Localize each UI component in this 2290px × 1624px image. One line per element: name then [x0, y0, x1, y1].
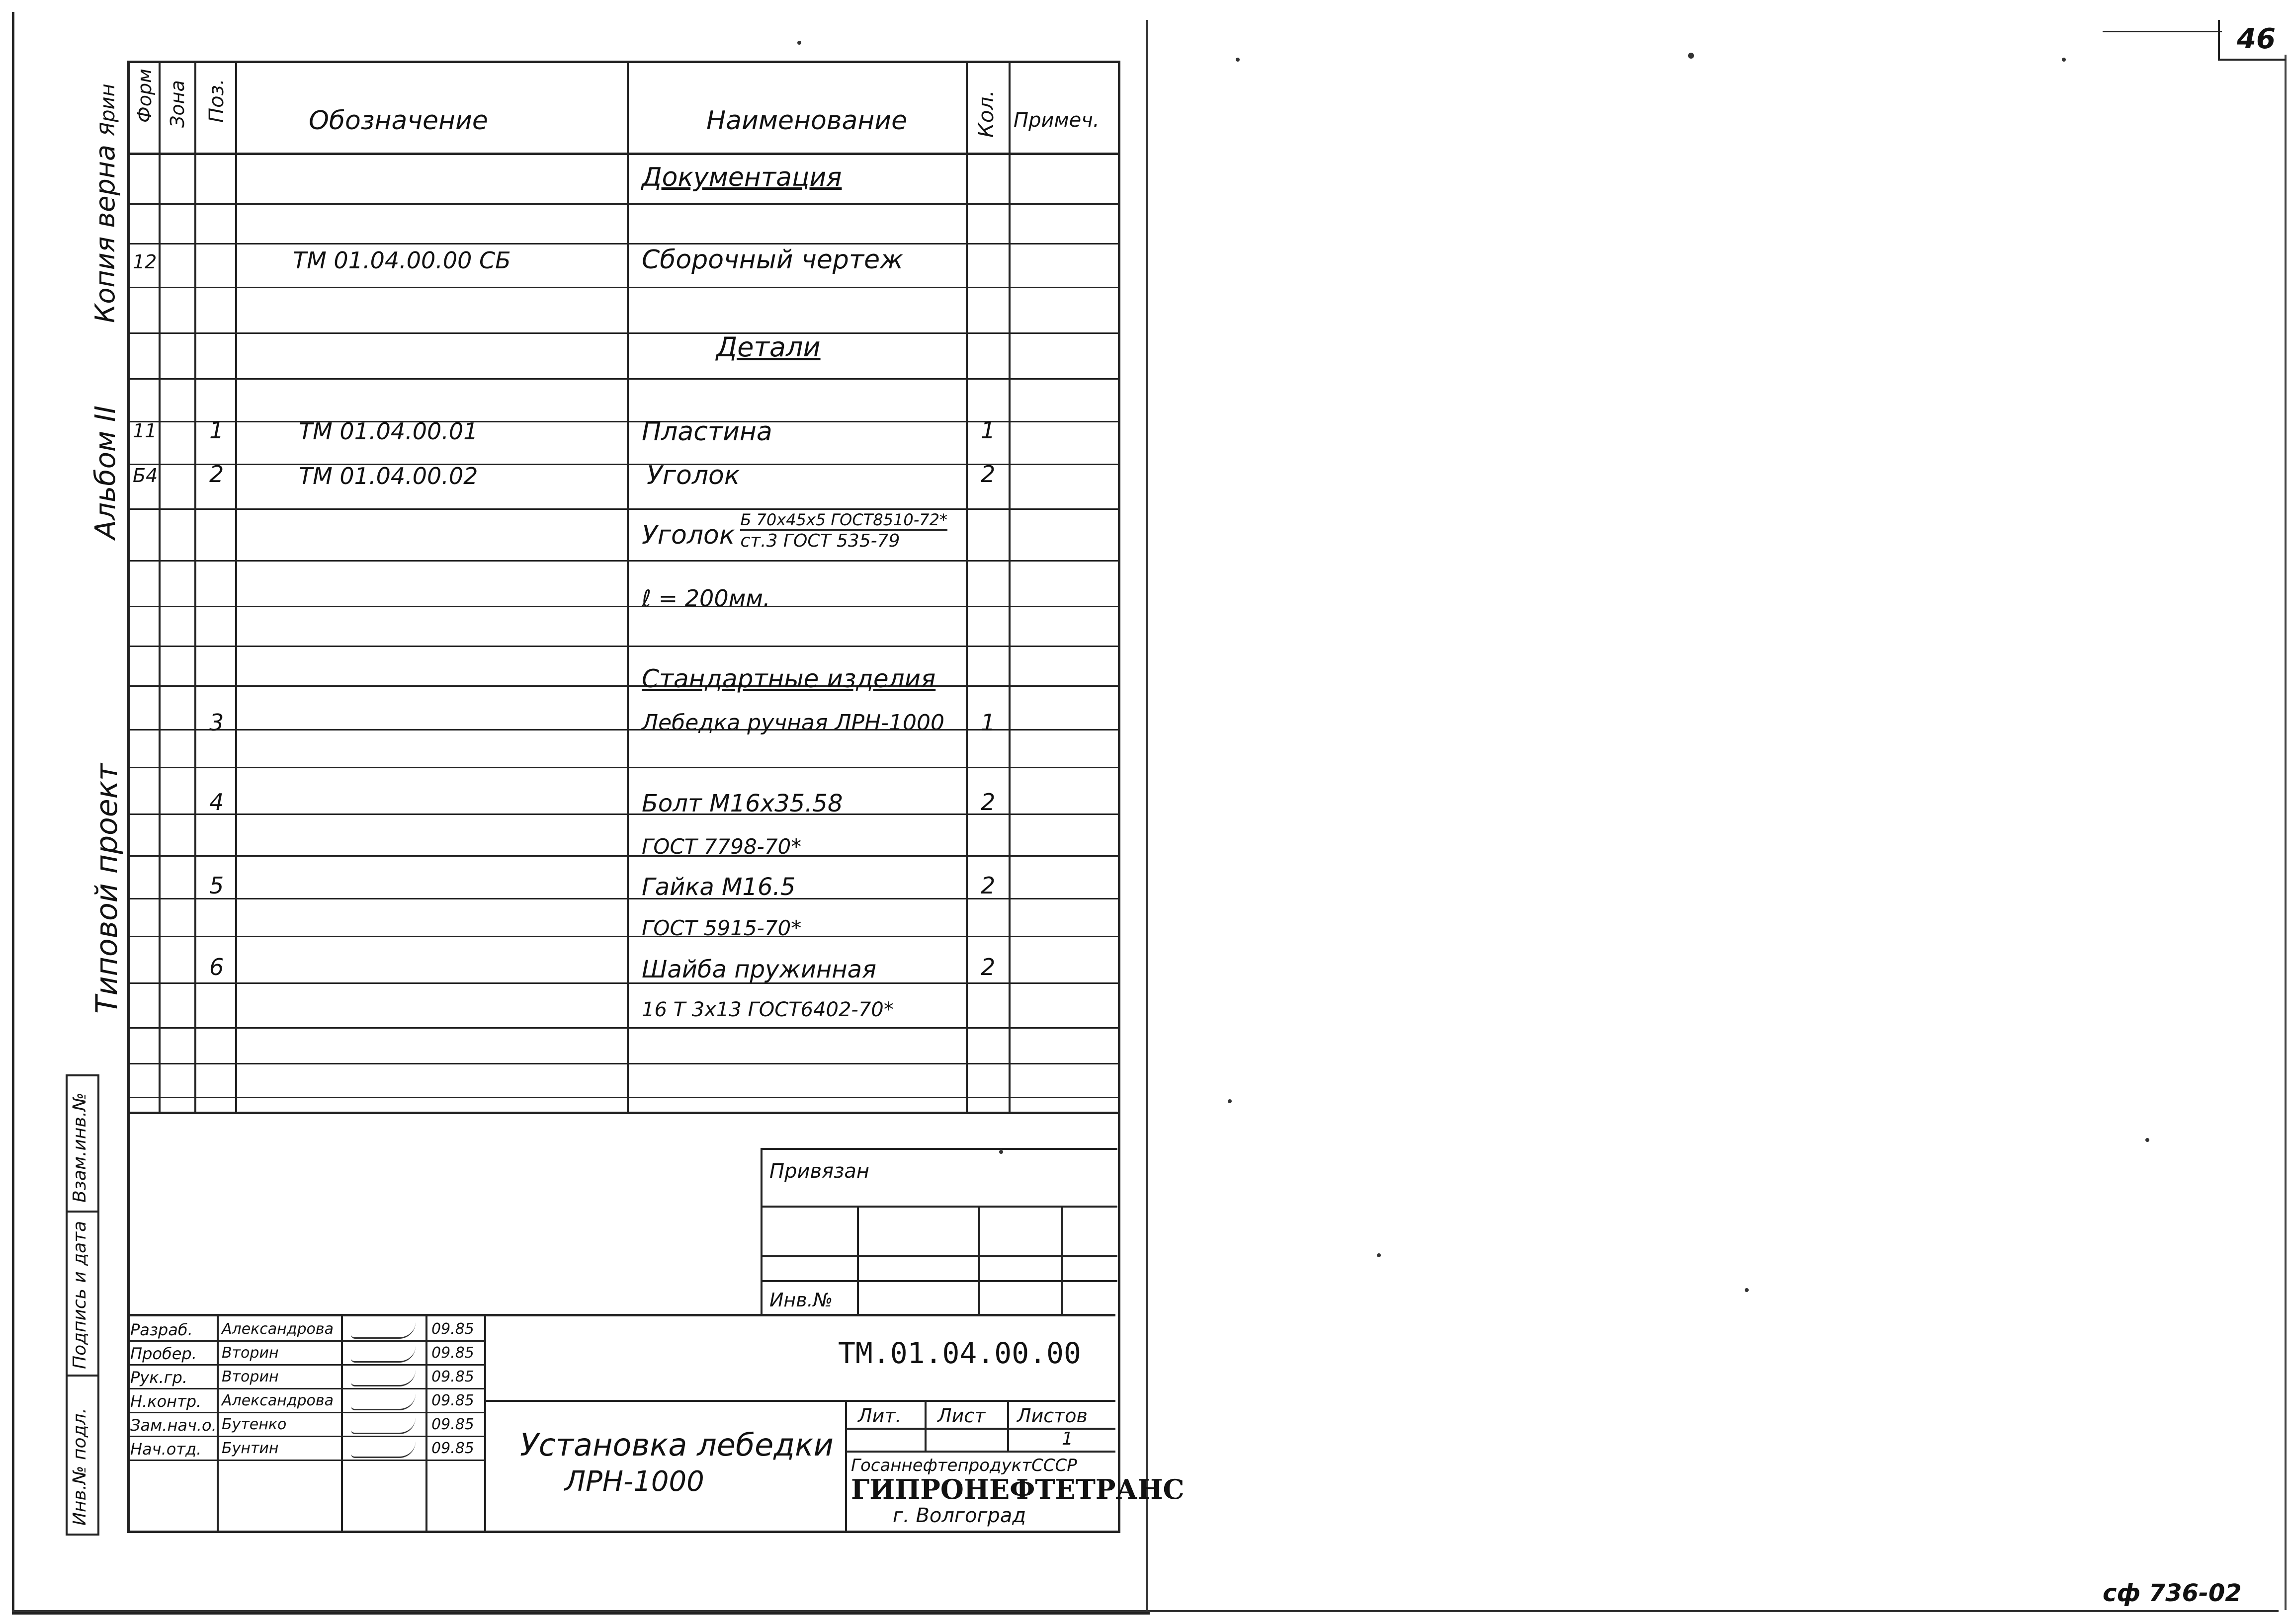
row-format: Б4	[133, 465, 158, 487]
row-separator	[130, 203, 1118, 205]
signatory-date: 09.85	[431, 1392, 474, 1409]
signatory-role: Разраб.	[130, 1320, 193, 1339]
row-separator	[130, 898, 1118, 899]
row-pos: 6	[209, 954, 224, 980]
sheet-number-box	[2218, 20, 2286, 61]
copy-signature: Ярин	[96, 83, 119, 136]
header-zone: Зона	[167, 80, 188, 128]
org-city: г. Волгоград	[893, 1504, 1026, 1527]
angle-fraction-bottom: ст.3 ГОСТ 535-79	[740, 531, 900, 551]
row-separator	[130, 982, 1118, 984]
signatory-date: 09.85	[431, 1344, 474, 1362]
row-separator	[130, 332, 1118, 334]
signature-mark	[351, 1442, 416, 1458]
signatory-separator	[127, 1436, 484, 1437]
signatory-separator	[127, 1364, 484, 1366]
inv-podl-label: Инв.№ подл.	[70, 1408, 90, 1526]
signatory-date: 09.85	[431, 1416, 474, 1433]
scan-speck	[1377, 1253, 1381, 1257]
length-note: ℓ = 200мм.	[642, 585, 770, 612]
signatory-role: Зам.нач.о.	[130, 1416, 217, 1435]
signatory-separator	[127, 1340, 484, 1342]
row-name: ГОСТ 5915-70*	[642, 916, 802, 940]
signatory-role: Рук.гр.	[130, 1368, 188, 1387]
signature-mark	[351, 1322, 416, 1339]
row-designation: ТМ 01.04.00.00 СБ	[293, 247, 511, 274]
signature-mark	[351, 1418, 416, 1434]
binding-inv-label: Инв.№	[769, 1289, 833, 1311]
sheet-label: Лист	[937, 1405, 986, 1427]
signatory-date: 09.85	[431, 1368, 474, 1385]
signatory-name: Бутенко	[222, 1416, 287, 1433]
sheet-number-rule	[2103, 31, 2222, 32]
row-separator	[130, 560, 1118, 562]
row-qty: 2	[981, 789, 996, 815]
signature-mark	[351, 1394, 416, 1410]
row-separator	[130, 287, 1118, 288]
row-qty: 2	[981, 461, 996, 487]
row-format: 12	[133, 251, 157, 273]
signatory-name: Александрова	[222, 1320, 334, 1338]
row-name: Гайка М16.5	[642, 873, 796, 901]
title-line-2: ЛРН-1000	[565, 1465, 704, 1498]
header-name: Наименование	[706, 106, 908, 136]
specification-table	[127, 61, 1120, 1114]
stamp-code: сф 736-02	[2103, 1579, 2242, 1607]
row-separator	[130, 508, 1118, 510]
project-label: Типовой проект	[89, 763, 124, 1014]
binding-label: Привязан	[769, 1160, 870, 1183]
row-pos: 3	[209, 709, 224, 736]
scan-speck	[1688, 53, 1694, 59]
signatory-role: Н.контр.	[130, 1392, 202, 1411]
header-designation: Обозначение	[309, 106, 488, 136]
row-designation: ТМ 01.04.00.02	[299, 463, 478, 489]
row-qty: 1	[981, 709, 996, 736]
row-name: Пластина	[642, 417, 772, 447]
section-details: Детали	[716, 331, 821, 363]
row-qty: 1	[981, 417, 996, 444]
scan-speck	[2145, 1138, 2149, 1142]
sign-date-label: Подпись и дата	[70, 1220, 90, 1369]
row-name: Болт М16х35.58	[642, 790, 843, 817]
scan-speck	[1745, 1288, 1749, 1292]
signatory-separator	[127, 1460, 484, 1461]
row-separator	[130, 378, 1118, 380]
row-separator	[130, 464, 1118, 465]
signatory-role: Пробер.	[130, 1344, 197, 1363]
title-line-1: Установка лебедки	[520, 1427, 834, 1463]
row-separator	[130, 1097, 1118, 1098]
org-institute: ГИПРОНЕФТЕТРАНС	[851, 1473, 1185, 1505]
signatory-name: Вторин	[222, 1368, 279, 1385]
signatory-role: Нач.отд.	[130, 1440, 202, 1459]
row-pos: 1	[209, 417, 224, 444]
angle-profile: Уголок Б 70х45х5 ГОСТ8510-72* ст.3 ГОСТ 535-79	[642, 510, 947, 551]
right-border	[2285, 55, 2287, 1610]
signatory-name: Бунтин	[222, 1440, 279, 1457]
row-name: 16 Т 3х13 ГОСТ6402-70*	[642, 998, 894, 1021]
row-pos: 4	[209, 789, 224, 815]
signature-mark	[351, 1370, 416, 1386]
scan-speck	[2062, 58, 2066, 62]
signatory-name: Александрова	[222, 1392, 334, 1409]
row-separator	[130, 421, 1118, 422]
sheet-number: 46	[2237, 23, 2276, 55]
copy-note: Копия верна Ярин	[89, 83, 121, 323]
row-separator	[130, 1027, 1118, 1029]
bottom-border	[12, 1610, 2279, 1612]
row-separator	[130, 767, 1118, 768]
signature-mark	[351, 1346, 416, 1363]
scan-speck	[1228, 1099, 1232, 1103]
row-name: Лебедка ручная ЛРН-1000	[642, 710, 945, 735]
sheets-value: 1	[1062, 1429, 1073, 1449]
row-name: Уголок	[647, 461, 740, 490]
header-pos: Поз.	[205, 79, 228, 123]
scan-speck	[999, 1150, 1003, 1154]
binding-box	[761, 1148, 1117, 1316]
row-separator	[130, 936, 1118, 937]
row-separator	[130, 729, 1118, 731]
row-name: Шайба пружинная	[642, 956, 876, 983]
signatory-date: 09.85	[431, 1440, 474, 1457]
signatory-separator	[127, 1412, 484, 1413]
signatory-date: 09.85	[431, 1320, 474, 1338]
signatory-name: Вторин	[222, 1344, 279, 1362]
row-separator	[130, 606, 1118, 607]
row-pos: 2	[209, 461, 224, 487]
row-separator	[130, 243, 1118, 244]
lit-label: Лит.	[858, 1405, 902, 1427]
header-qty: Кол.	[974, 90, 998, 138]
section-standard: Стандартные изделия	[642, 664, 936, 693]
header-note: Примеч.	[1014, 109, 1100, 132]
scan-speck	[797, 41, 801, 45]
row-format: 11	[133, 420, 157, 442]
title-block	[127, 1314, 1185, 1533]
row-name: Сборочный чертеж	[642, 245, 903, 275]
sheets-label: Листов	[1017, 1405, 1088, 1427]
row-separator	[130, 685, 1118, 687]
document-number: ТМ.01.04.00.00	[838, 1336, 1081, 1370]
row-designation: ТМ 01.04.00.01	[299, 418, 478, 445]
header-format: Форм	[134, 69, 156, 123]
row-separator	[130, 1063, 1118, 1064]
vzam-inv-label: Взам.инв.№	[70, 1092, 90, 1203]
signatory-separator	[127, 1388, 484, 1389]
row-name: ГОСТ 7798-70*	[642, 834, 802, 859]
row-qty: 2	[981, 954, 996, 980]
row-separator	[130, 646, 1118, 647]
album-label: Альбом II	[89, 406, 122, 539]
angle-fraction-top: Б 70х45х5 ГОСТ8510-72*	[740, 510, 947, 531]
row-separator	[130, 813, 1118, 815]
row-separator	[130, 855, 1118, 857]
section-documentation: Документация	[642, 162, 842, 192]
org-ministry: ГосаннефтепродуктСССР	[851, 1456, 1077, 1475]
row-qty: 2	[981, 872, 996, 899]
scan-speck	[1236, 58, 1240, 62]
row-pos: 5	[209, 872, 224, 899]
sheet-divider	[1146, 20, 1148, 1610]
